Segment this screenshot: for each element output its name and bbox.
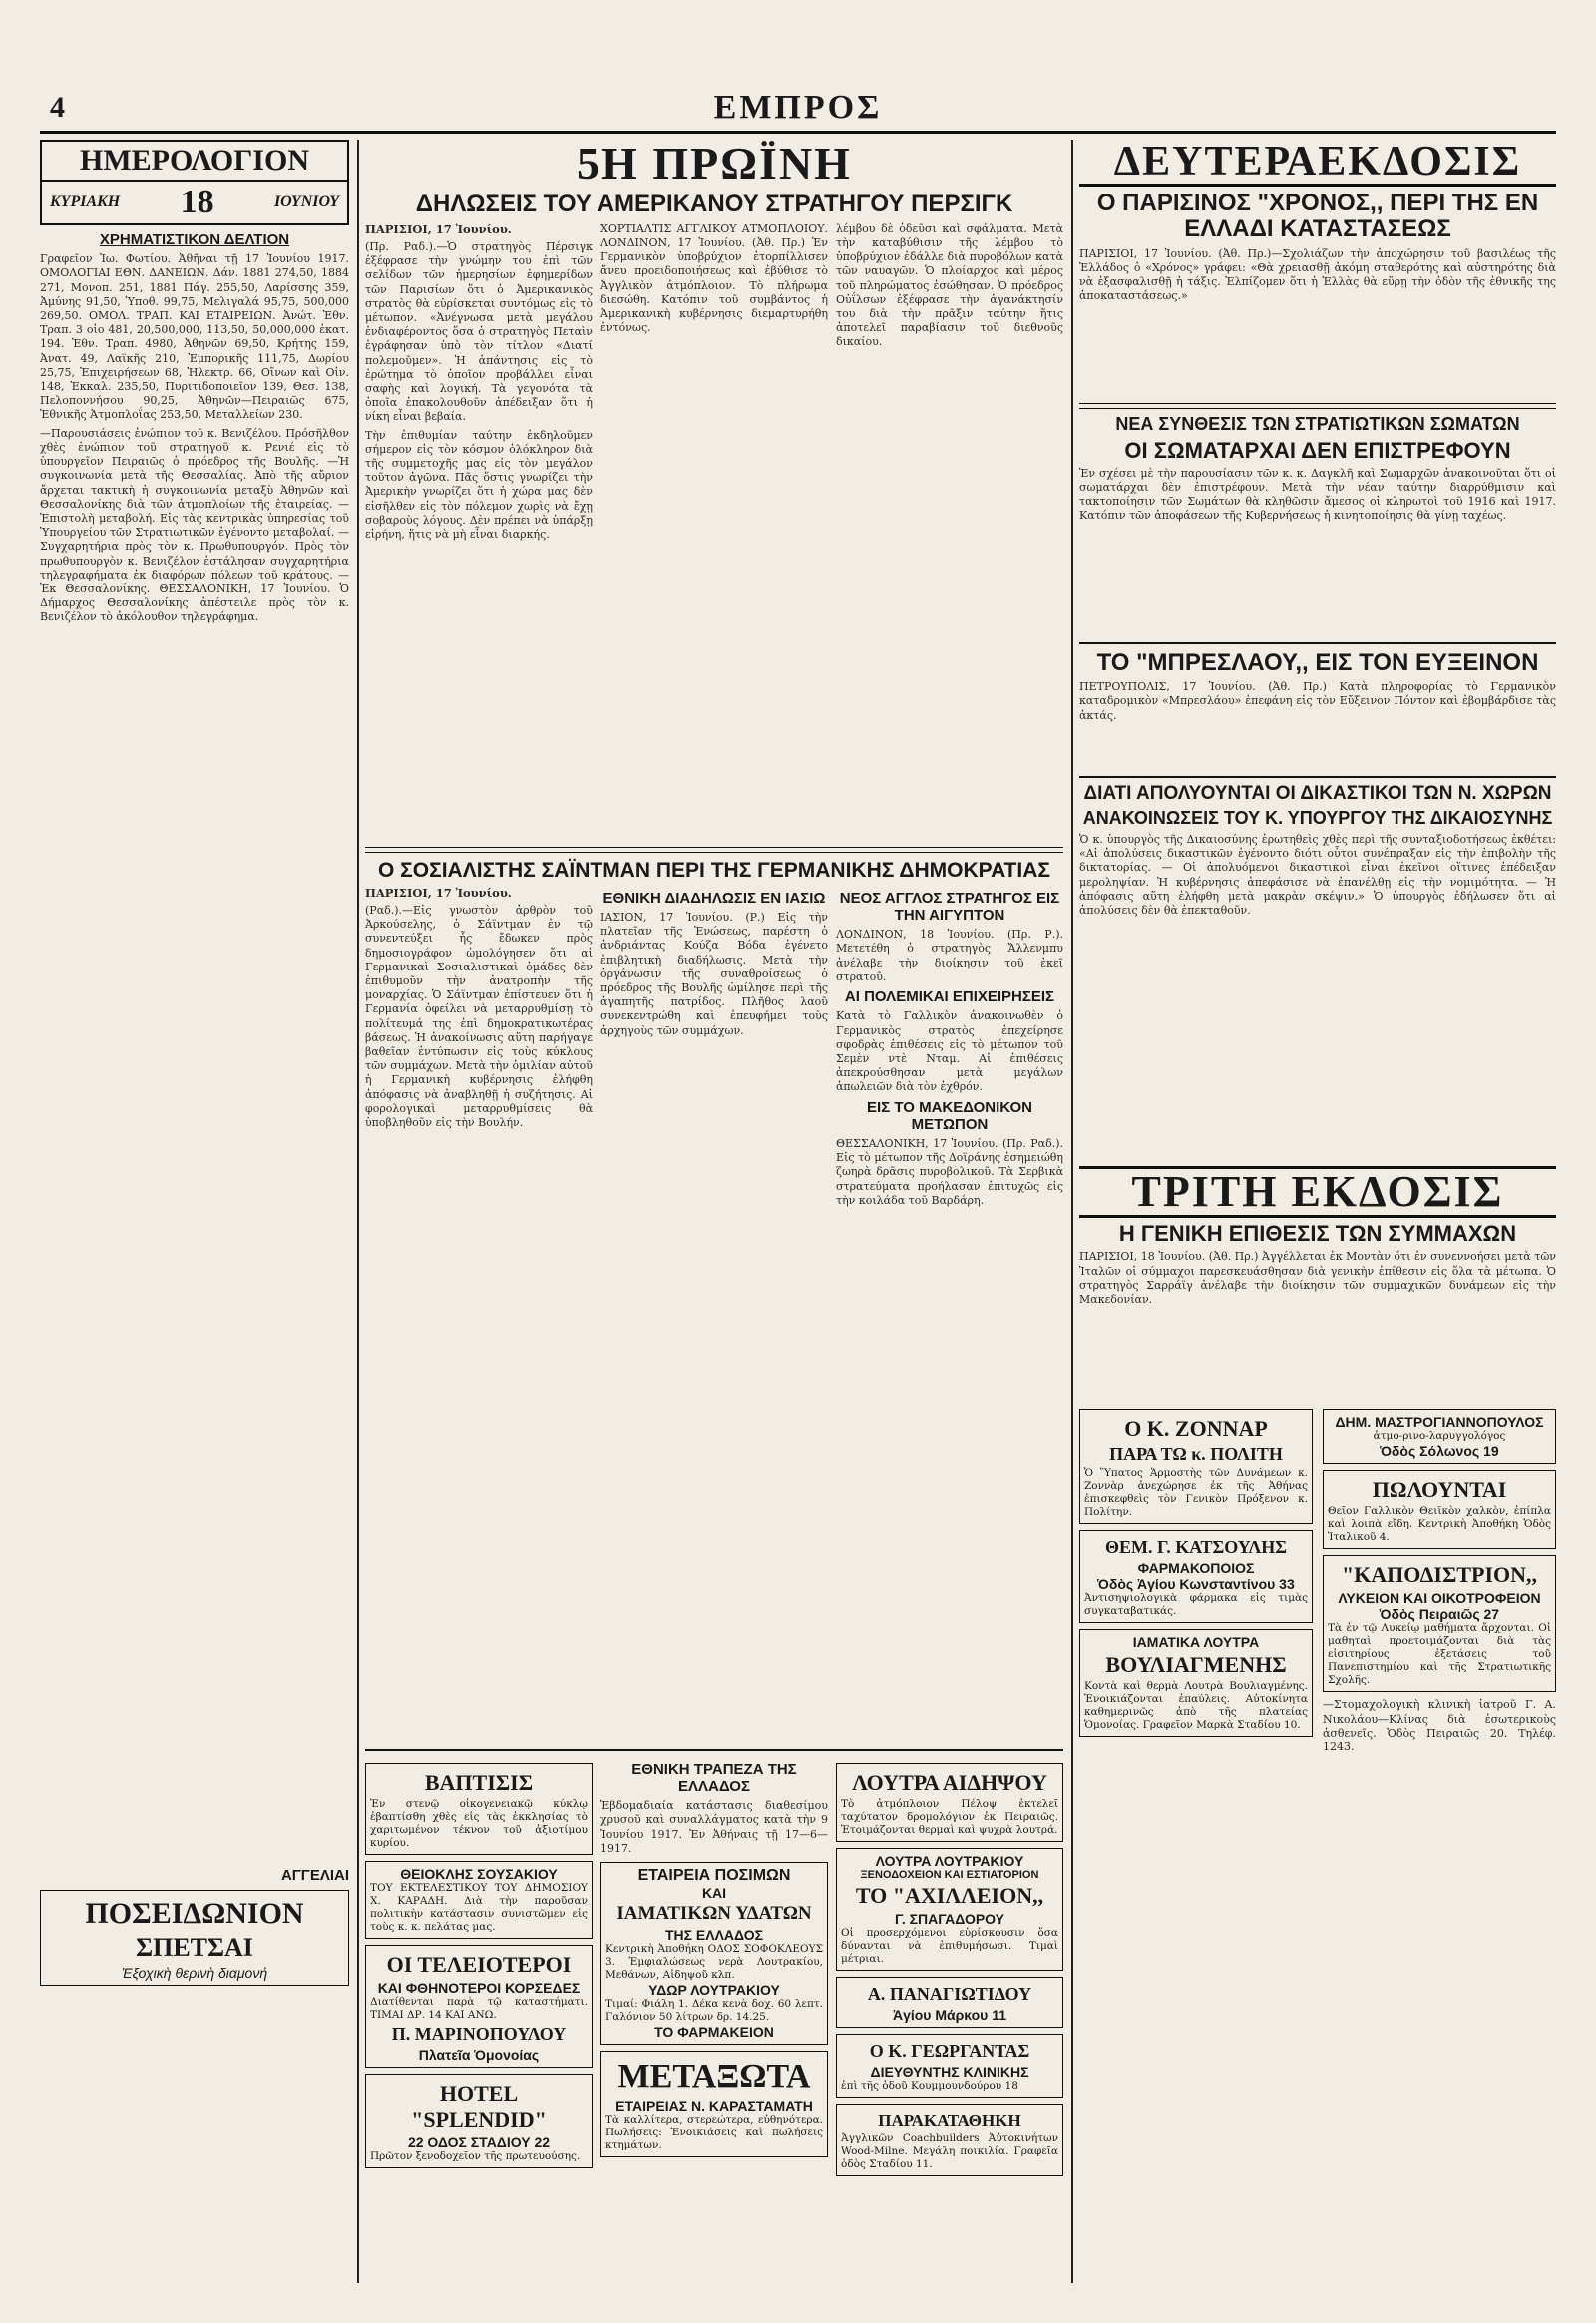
doctor1-name: Α. ΠΑΝΑΓΙΩΤΙΔΟΥ [867,1983,1032,2004]
corsets-shop: Π. ΜΑΡΙΝΟΠΟΥΛΟΥ [391,2023,567,2044]
egypt-text: ΛΟΝΔΙΝΟΝ, 18 Ἰουνίου. (Πρ. Ρ.). Μετετέθη ὁ στρατηγὸς Ἄλλενμπυ ἀνέλαβε τὴν διοίκησιν τοῦ ἐκεῖ στρατοῦ. [836,928,1063,983]
souzakiou-text: ΤΟΥ ΕΚΤΕΛΕΣΤΙΚΟΥ ΤΟΥ ΔΗΜΟΣΙΟΥ Χ. ΚΑΡΑΔΗ. Διὰ τὴν παροῦσαν πολιτικὴν κατάστασιν συνιστῶμεν εἰς τοὺς κ. κ. πελάτας μας. [370,1881,588,1933]
loutraki-name: ΤΟ "ΑΧΙΛΛΕΙΟΝ,, [855,1882,1044,1908]
doctor2-ad [836,2034,1063,2098]
kapodistrion-ad [1323,1555,1556,1692]
morning-edition-banner: 5Η ΠΡΩΪΝΗ [577,140,852,189]
market-heading: ΧΡΗΜΑΤΙΣΤΙΚΟΝ ΔΕΛΤΙΟΝ [99,231,290,248]
scheidemann-text: (Ραδ.).—Εἰς γνωστὸν ἀρθρὸν τοῦ Ἀρκούσελης, ὁ Σάϊντμαν ἐν τῷ συνεντεύξει ἧς ἔδωκεν πρὸς δημοσιογράφον ὡμολόγησεν ὅτι αἱ Γερμανικαὶ Σοσιαλιστικαὶ ὁμάδες δὲν ἐπιθυμοῦν τὴν ἀνατροπὴν τῆς μοναρχίας. Ὁ Σάϊντμαν ἐπίστευεν ὅτι ἡ Γερμανία ὀφείλει νὰ μεταρρυθμίσῃ τὸ πολίτευμά της ἐπὶ δημοκρατικωτέρας βάσεως. Ἡ ἀνακοίνωσις αὕτη παρήγαγε βαθεῖαν ἐντύπωσιν εἰς τοὺς κύκλους τῶν συμμάχων. Μετὰ τὴν ὁμιλίαν αὐτοῦ ἡ Γερμανικὴ κυβέρνησις ἐλήφθη ἀπόφασις νὰ ἀναβληθῇ ἡ συζήτησις. Αἱ φορολογικαὶ μεταρρυθμίσεις θὰ ὑποβληθοῦν εἰς τὴν Βουλήν. [365,903,593,1130]
calendar-date [42,182,347,223]
section-divider [365,847,1063,853]
zonnar-ad [1079,1409,1313,1524]
national-bank-text: Ἑβδομαδιαία κατάστασις διαθεσίμου χρυσοῦ καὶ συναλλάγματος κατὰ τὴν 9 Ἰουνίου 1917. Ἐν Ἀθήναις τῇ 17—6—1917. [600,1799,828,1855]
hotel-name: HOTEL "SPLENDID" [411,2080,547,2131]
pershing-text-a: (Πρ. Ραδ.).—Ὁ στρατηγὸς Πέρσιγκ ἐξέφρασε τὴν γνώμην του ἐπὶ τῶν σελίδων τῶν ἡμερησίων ἐφημερίδων τῶν Παρισίων ὅτι ὁ Ἀμερικανικὸς στρατὸς θὰ εὑρίσκεται συντόμως εἰς τὸ μέτωπον. «Ἀνέγνωσα μετὰ μεγάλου ἐνδιαφέροντος ὅσα ὁ στρατηγὸς Πεταὶν ἐγράφησαν ὑπὸ τὸν τίτλον «Διατί πολεμοῦμεν». Ἡ ἀπάντησις εἰς τὸ ἐρώτημα τὸ ὁποῖον προβάλλει εἶναι σαφὴς καὶ λογική. Τὰ γεγονότα τὰ ὁποῖα ἐπακολουθοῦν ἀπέδειξαν ὅτι ἡ νίκη εἶναι βεβαία. [365,239,593,424]
vouliagmeni-head: ΙΑΜΑΤΙΚΑ ΛΟΥΤΡΑ [1132,1634,1260,1651]
poseidonion-title: ΠΟΣΕΙΔΩΝΙΟΝ [85,1896,304,1930]
silk-title: ΜΕΤΑΞΩΤΑ [617,2058,811,2096]
for-sale-title: ΠΩΛΟΥΝΤΑΙ [1372,1477,1507,1503]
page-number: 4 [50,91,65,124]
left-news: —Παρουσιάσεις ἐνώπιον τοῦ κ. Βενιζέλου. Πρόσῆλθον χθὲς ἐνώπιον τοῦ στρατηγοῦ κ. Ρενιέ εἰς τὸ ὑπουργεῖον Πειραιῶς ὁ πρόεδρος τῆς Βουλῆς. —Ἡ συγκοινωνία μετὰ τῆς Θεσσαλίας. Ἀπὸ τῆς αὔριον ἄρχεται τακτικὴ ἡ συγκοινωνία μεταξὺ Ἀθηνῶν καὶ Θεσσαλονίκης διὰ τῶν ἀτμοπλοίων τῆς ἑταιρείας. —Ἐπιστολὴ μεταβολή. Εἰς τὰς κεντρικὰς ὑπηρεσίας τοῦ Ὑπουργείου τῶν Στρατιωτικῶν ἐγένοντο μεταβολαί. —Συγχαρητήρια πρὸς τὸν κ. Πρωθυπουργόν. Πρὸς τὸν πρωθυπουργὸν κ. Βενιζέλον ἐστάλησαν συγχαρητήρια τηλεγραφήματα ἐκ διαφόρων πόλεων τοῦ κράτους. —Ἐκ Θεσσαλονίκης. ΘΕΣΣΑΛΟΝΙΚΗ, 17 Ἰουνίου. Ὁ Δήμαρχος Θεσσαλονίκης ἀπέστειλε πρὸς τὸν κ. Βενιζέλον τὸ ἀκόλουθον τηλεγράφημα. [40,426,349,624]
water-and: ΚΑΙ [701,1885,727,1902]
aidipsos-title: ΛΟΥΤΡΑ ΑΙΔΗΨΟΥ [852,1769,1047,1795]
third-edition-banner: ΤΡΙΤΗ ΕΚΔΟΣΙΣ [1079,1166,1556,1218]
judges-subheadline: ΑΝΑΚΟΙΝΩΣΕΙΣ ΤΟΥ Κ. ΥΠΟΥΡΓΟΥ ΤΗΣ ΔΙΚΑΙΟΣΥΝΗΣ [1082,808,1553,829]
hotel-ad [365,2074,593,2168]
baptism-notice [365,1763,593,1855]
water-title: ΙΑΜΑΤΙΚΩΝ ΥΔΑΤΩΝ [616,1903,812,1925]
doctor1-ad [836,1977,1063,2028]
silk-company: ΕΤΑΙΡΕΙΑΣ Ν. ΚΑΡΑΣΤΑΜΑΤΗ [615,2098,813,2115]
hotel-address: 22 ΟΔΟΣ ΣΤΑΔΙΟΥ 22 [407,2133,551,2150]
pershing-dateline: ΠΑΡΙΣΙΟΙ, 17 Ἰουνίου. [365,221,512,236]
pershing-headline: ΔΗΛΩΣΕΙΣ ΤΟΥ ΑΜΕΡΙΚΑΝΟΥ ΣΤΡΑΤΗΓΟΥ ΠΕΡΣΙΓΚ [415,191,1013,218]
aidipsos-ad [836,1763,1063,1842]
deposit-title: ΠΑΡΑΚΑΤΑΘΗΚΗ [878,2110,1021,2129]
section-divider [1079,403,1556,409]
clinic-notice: —Στομαχολογικὴ κλινικὴ ἰατροῦ Γ. Α. Νικολάου—Κλίνας διὰ ἐσωτερικοὺς ἀσθενεῖς. Ὁδὸς Πειραιῶς 20. Τηλέφ. 1243. [1323,1698,1556,1753]
for-sale-text: Θεῖον Γαλλικὸν Θειϊκὸν χαλκὸν, ἐπίπλα καὶ λοιπὰ εἴδη. Κεντρικὴ Ἀποθήκη Ὁδὸς Ἰταλικοῦ 4. [1328,1505,1551,1544]
loutraki-ad [836,1848,1063,1971]
souzakiou-ad [365,1861,593,1939]
column-rule [1071,140,1073,2283]
katsoulis-profession: ΦΑΡΜΑΚΟΠΟΙΟΣ [1137,1560,1255,1577]
breslau-headline: ΤΟ "ΜΠΡΕΣΛΑΟΥ,, ΕΙΣ ΤΟΝ ΕΥΞΕΙΝΟΝ [1096,648,1539,676]
pershing-article [365,222,1063,841]
calendar-box [40,140,349,225]
center-ads [365,1757,1063,2182]
corsets-text: Διατίθενται παρὰ τῷ καταστήματι. ΤΙΜΑΙ ΔΡ. 14 ΚΑΙ ΑΝΩ. [370,1995,588,2021]
water-prices: Τιμαί: Φιάλη 1. Δέκα κενὰ δοχ. 60 λεπτ. Γαλόνιον 50 λίτρων δρ. 14.25. [605,1998,823,2024]
kapodistrion-subtitle: ΛΥΚΕΙΟΝ ΚΑΙ ΟΙΚΟΤΡΟΦΕΙΟΝ [1338,1590,1541,1607]
aidipsos-text: Τὸ ἀτμόπλοιον Πέλοψ ἐκτελεῖ ταχύτατον δρομολόγιον ἐκ Πειραιῶς. Ἑτοιμάζονται θερμαὶ καὶ ψυχρὰ λουτρά. [841,1797,1058,1836]
mastrogiannopoulos-profession: ἀτμο-ρινο-λαρυγγολόγος [1373,1430,1506,1443]
doctor2-title: ΔΙΕΥΘΥΝΤΗΣ ΚΛΙΝΙΚΗΣ [870,2063,1029,2080]
loutraki-text: Οἱ προσερχόμενοι εὑρίσκουσιν ὅσα δύνανται νὰ ἐπιθυμήσωσι. Τιμαὶ μέτριαι. [841,1926,1058,1965]
katsoulis-ad [1079,1530,1313,1623]
water-text: Κεντρικὴ Ἀποθήκη ΟΔΟΣ ΣΟΦΟΚΛΕΟΥΣ 3. Ἐμφιαλώσεως νερὰ Λουτρακίου, Μεθάνων, Αἰδηψοῦ κλπ. [605,1943,823,1982]
ads-divider [365,1749,1063,1751]
operations-text: Κατὰ τὸ Γαλλικὸν ἀνακοινωθὲν ὁ Γερμανικὸς στρατὸς ἐπεχείρησε σφοδρὰς ἐπιθέσεις εἰς τὸ μέτωπον τοῦ Σεμὲν ντὲ Νταμ. Αἱ ἐπιθέσεις ἀπεκρούσθησαν μετὰ μεγάλων ἀπωλειῶν διὰ τὸν ἐχθρόν. [836,1009,1063,1094]
for-sale-ad [1323,1470,1556,1549]
souzakiou-title: ΘΕΙΟΚΛΗΣ ΣΟΥΣΑΚΙΟΥ [400,1865,558,1882]
macedonian-text: ΘΕΣΣΑΛΟΝΙΚΗ, 17 Ἰουνίου. (Πρ. Ραδ.). Εἰς τὸ μέτωπον τῆς Δοϊράνης ἐσημειώθη ζωηρὰ δρᾶσις πυροβολικοῦ. Τὰ Σερβικὰ στρατεύματα προήλασαν ἐπιτυχῶς εἰς τὴν κοιλάδα τοῦ Βαρδάρη. [836,1137,1063,1207]
breslau-text: ΠΕΤΡΟΥΠΟΛΙΣ, 17 Ἰουνίου. (Ἀθ. Πρ.) Κατὰ πληροφορίας τὸ Γερμανικὸν καταδρομικὸν «Μπρεσλάου» ἐπεφάνη εἰς τὸν Εὔξεινον Πόντον καὶ ἐβομβάρδισε τὰς ἀκτάς. [1079,680,1556,722]
loutraki-title: ΛΟΥΤΡΑ ΛΟΥΤΡΑΚΙΟΥ [875,1852,1024,1869]
egypt-headline: ΝΕΟΣ ΑΓΓΛΟΣ ΣΤΡΑΤΗΓΟΣ ΕΙΣ ΤΗΝ ΑΙΓΥΠΤΟΝ [839,889,1060,925]
silk-ad [600,2051,828,2157]
pershing-text-c: ΧΟΡΤΙΑΛΤΙΣ ΑΓΓΛΙΚΟΥ ΑΤΜΟΠΛΟΙΟΥ. ΛΟΝΔΙΝΟΝ, 17 Ἰουνίου. (Ἀθ. Πρ.) Ἐν Γερμανικὸν ὑποβρύχιον ἐτορπίλλισεν ἄνευ προειδοποιήσεως καὶ ἐβύθισε τὸ Ἀγγλικὸν ἀτμόπλοιον. Τὸ πλήρωμα διεσώθη. Κατόπιν τοῦ συμβάντος ἡ Ἀμερικανικὴ κυβέρνησις διεμαρτυρήθη ἐντόνως. [600,221,828,335]
vouliagmeni-ad [1079,1629,1313,1737]
column-rule [357,140,359,2283]
right-ads [1079,1403,1556,1758]
right-column [1079,140,1556,2283]
corps-subheadline: ΟΙ ΣΩΜΑΤΑΡΧΑΙ ΔΕΝ ΕΠΙΣΤΡΕΦΟΥΝ [1124,437,1511,463]
month-name: ΙΟΥΝΙΟΥ [273,194,339,210]
scheidemann-headline: Ο ΣΟΣΙΑΛΙΣΤΗΣ ΣΑΪΝΤΜΑΝ ΠΕΡΙ ΤΗΣ ΓΕΡΜΑΝΙΚΗΣ ΔΗΜΟΚΡΑΤΙΑΣ [378,858,1050,882]
poseidonion-text: Ἐξοχικὴ θερινὴ διαμονή [121,1964,268,1981]
poseidonion-ad [40,1890,349,1986]
water-label: ΥΔΩΡ ΛΟΥΤΡΑΚΙΟΥ [648,1982,780,1999]
silk-text: Τὰ καλλίτερα, στερεώτερα, εὐθηνότερα. Πωλήσεις: Ἐνοικιάσεις καὶ πωλήσεις κτημάτων. [605,2114,823,2152]
zonnar-subtitle: ΠΑΡΑ ΤΩ κ. ΠΟΛΙΤΗ [1109,1444,1283,1465]
vouliagmeni-text: Κοντὰ καὶ θερμὰ Λουτρὰ Βουλιαγμένης. Ἐνοικιάζονται ἐπαύλεις. Αὐτοκίνητα καθημερινῶς ἀπὸ τῆς πλατείας Ὁμονοίας. Γραφεῖον Μαρκὰ Σταδίου 10. [1084,1680,1308,1732]
chronos-text: ΠΑΡΙΣΙΟΙ, 17 Ἰουνίου. (Ἀθ. Πρ.)—Σχολιάζων τὴν ἀποχώρησιν τοῦ βασιλέως τῆς Ἑλλάδος ὁ «Χρόνος» γράφει: «Θὰ χρειασθῇ ἀκόμη σταθερότης καὶ αὐστηρότης διὰ νὰ ἐξασφαλισθῇ ἡ τάξις. Ἐλπίζομεν ὅτι ἡ Ἑλλὰς θὰ εὕρῃ τὴν ὁδὸν τῆς ἐθνικῆς της ἀποκαταστάσεως.» [1079,246,1556,303]
doctor1-address: Ἁγίου Μάρκου 11 [892,2006,1007,2023]
judges-headline: ΔΙΑΤΙ ΑΠΟΛΥΟΥΝΤΑΙ ΟΙ ΔΙΚΑΣΤΙΚΟΙ ΤΩΝ Ν. ΧΩΡΩΝ [1083,783,1552,805]
market-report: Γραφεῖον Ἰω. Φωτίου. Ἀθῆναι τῇ 17 Ἰουνίου 1917. ΟΜΟΛΟΓΙΑΙ ΕΘΝ. ΔΑΝΕΙΩΝ. Δάν. 1881 274,50, 1884 271, Μονοπ. 251, 1881 Πάγ. 255,50, Λαρίσσης 359, Ἀμύνης 91,50, Ὑποθ. 99,75, Μελιγαλά 95,75, 500,000 269,50. ΟΜΟΛ. ΤΡΑΠ. ΚΑΙ ΕΤΑΙΡΕΙΩΝ. Ἀνώτ. Ἐθν. Τραπ. 3 οἰο 481, 20,500,000, 113,50, 50,000,000 ἐκατ. 194. Ἐθν. Τραπ. 4980, Ἀθηνῶν 69,50, Κρήτης 159, Ἀνατ. 49, Λαϊκῆς 210, Ἐμπορικῆς 111,75, Δωρίου 25,75, Ἐπιχειρήσεων 68, Ἠλεκτρ. 66, Οἴνων καὶ Οἰν. 148, Ἐκκαλ. 235,50, Πυριτιδοποιεῖον 139, Θεσ. 138, Πελοποννήσου 90,25, Ἀθηνῶν—Πειραιῶς 675, Ἐθνικῆς Ἀτμοπλοΐας 253,50, Μεταλλείων 230. [40,252,349,422]
iasi-headline: ΕΘΝΙΚΗ ΔΙΑΔΗΛΩΣΙΣ ΕΝ ΙΑΣΙΩ [602,889,826,907]
water-country: ΤΗΣ ΕΛΛΑΔΟΣ [664,1927,764,1944]
kapodistrion-name: "ΚΑΠΟΔΙΣΤΡΙΟΝ,, [1341,1562,1538,1588]
center-column [365,140,1063,2283]
national-bank-headline: ΕΘΝΙΚΗ ΤΡΑΠΕΖΑ ΤΗΣ ΕΛΛΑΔΟΣ [631,1760,797,1796]
mineral-water-ad [600,1862,828,2045]
corsets-address: Πλατεῖα Ὁμονοίας [418,2046,540,2063]
hotel-text: Πρῶτον ξενοδοχεῖον τῆς πρωτευούσης. [370,2149,581,2162]
corsets-ad [365,1945,593,2068]
doctor2-name: Ο Κ. ΓΕΩΡΓΑΝΤΑΣ [869,2040,1030,2061]
chronos-article [1079,247,1556,397]
day-number: 18 [180,184,214,220]
loutraki-owner: Γ. ΣΠΑΓΑΔΟΡΟΥ [894,1910,1005,1927]
masthead-title: ΕΜΠΡΟΣ [713,89,883,126]
offensive-text: ΠΑΡΙΣΙΟΙ, 18 Ἰουνίου. (Ἀθ. Πρ.) Ἀγγέλλεται ἐκ Μοντὰν ὅτι ἐν συνεννοήσει μετὰ τῶν Ἰταλῶν οἱ σύμμαχοι παρεσκευάσθησαν διὰ γενικὴν ἐπίθεσιν εἰς ὅλα τὰ μέτωπα. Ὁ στρατηγὸς Σαρράϊγ ἀνέλαβε τὴν διοίκησιν τῶν συμμαχικῶν δυνάμεων εἰς τὴν Μακεδονίαν. [1079,1250,1556,1306]
offensive-headline: Η ΓΕΝΙΚΗ ΕΠΙΘΕΣΙΣ ΤΩΝ ΣΥΜΜΑΧΩΝ [1118,1221,1517,1247]
judges-text: Ὁ κ. ὑπουργὸς τῆς Δικαιοσύνης ἐρωτηθεὶς χθὲς περὶ τῆς συνταξιοδοτήσεως ἐκθέτει: «Αἱ ἀπολύσεις δικαστικῶν ἐγένοντο διότι οὗτοι συνέπραξαν εἰς τὴν ἐπιβολὴν τῆς δικτατορίας. — Οἱ ἀπολυόμενοι δικαστικοὶ εἶναι ἐκεῖνοι οἵτινες ἐπέδειξαν μεροληψίαν. Ἡ κυβέρνησις ἀπεφάσισε νὰ ἐπανέλθῃ εἰς τὴν νομιμότητα. — Ἡ ἀπόφασις αὕτη ἐλήφθη μετὰ μακρὰν σκέψιν.» Ὁ ὑπουργὸς ἐδήλωσεν ὅτι αἱ ἀπολύσεις δὲν θὰ ἐπεκταθοῦν. [1079,832,1556,917]
second-edition-banner: ΔΕΥΤΕΡΑΕΚΔΟΣΙΣ [1079,140,1556,187]
corsets-subtitle: ΚΑΙ ΦΘΗΝΟΤΕΡΟΙ ΚΟΡΣΕΔΕΣ [377,1979,581,1996]
doctor2-text: ἐπὶ τῆς ὁδοῦ Κουμμουνδούρου 18 [841,2079,1018,2092]
zonnar-name: Ο Κ. ΖΟΝΝΑΡ [1124,1416,1268,1442]
calendar-title: ΗΜΕΡΟΛΟΓΙΟΝ [42,142,347,182]
section-divider [1079,642,1556,644]
katsoulis-address: Ὁδὸς Ἁγίου Κωνσταντίνου 33 [1097,1576,1295,1593]
macedonian-headline: ΕΙΣ ΤΟ ΜΑΚΕΔΟΝΙΚΟΝ ΜΕΤΩΠΟΝ [867,1098,1032,1133]
scheidemann-dateline: ΠΑΡΙΣΙΟΙ, 17 Ἰουνίου. [365,885,512,900]
corsets-title: ΟΙ ΤΕΛΕΙΟΤΕΡΟΙ [386,1951,572,1977]
water-company: ΕΤΑΙΡΕΙΑ ΠΟΣΙΜΩΝ [637,1867,791,1885]
left-column [40,140,349,2283]
deposit-text: Ἀγγλικῶν Coachbuilders Ἀὐτοκινήτων Wood-Milne. Μεγάλη ποικιλία. Γραφεῖα ὁδὸς Σταδίου 11. [841,2131,1058,2170]
kapodistrion-text: Τὰ ἐν τῷ Λυκείῳ μαθήματα ἄρχονται. Οἱ μαθηταὶ προετοιμάζονται διὰ τὰς εἰσιτηρίους ἐξετάσεις τοῦ Πανεπιστημίου καὶ τῆς Στρατιωτικῆς Σχολῆς. [1328,1622,1551,1687]
baptism-text: Ἐν στενῷ οἰκογενειακῷ κύκλῳ ἐβαπτίσθη χθὲς εἰς τὰς ἐκκλησίας τὸ χαριτωμένον τέκνον τοῦ ἀξιοτίμου κυρίου. [370,1797,588,1849]
section-divider [1079,776,1556,778]
scheidemann-section [365,886,1063,1743]
running-header [40,89,1556,134]
water-pharmacy: ΤΟ ΦΑΡΜΑΚΕΙΟΝ [654,2024,774,2041]
corps-headline: ΝΕΑ ΣΥΝΘΕΣΙΣ ΤΩΝ ΣΤΡΑΤΙΩΤΙΚΩΝ ΣΩΜΑΤΩΝ [1115,413,1520,434]
loutraki-subtitle: ΞΕΝΟΔΟΧΕΙΟΝ ΚΑΙ ΕΣΤΙΑΤΟΡΙΟΝ [860,1868,1039,1881]
zonnar-text: Ὁ Ὕπατος Ἁρμοστὴς τῶν Δυνάμεων κ. Ζοννὰρ ἀνεχώρησε ἐκ τῆς Ἀθήνας ἐπισκεφθεὶς τὸν Γενικὸν Πρόξενον κ. Πολίτην. [1084,1467,1308,1519]
vouliagmeni-name: ΒΟΥΛΙΑΓΜΕΝΗΣ [1105,1652,1287,1678]
pershing-text-d: λέμβου δὲ ὀδεῦσι καὶ σφάλματα. Μετὰ τὴν καταβύθισιν τῆς λέμβου τὸ ὑποβρύχιον ἐδάλλε διὰ πυροβόλων κατὰ τῶν ναυαγῶν. Ὁ πλοίαρχος καὶ μέρος τοῦ πληρώματος ἐσώθησαν. Ὁ πρόεδρος Οὐΐλσων ἐξέφρασε τὴν ἀγανάκτησίν του διὰ τὴν πρᾶξιν ταύτην ἥτις ἀποτελεῖ παραβίασιν τοῦ διεθνοῦς δικαίου. [836,221,1063,349]
mastrogiannopoulos-name: ΔΗΜ. ΜΑΣΤΡΟΓΙΑΝΝΟΠΟΥΛΟΣ [1335,1414,1544,1431]
agency-sign: ΑΓΓΕΛΙΑΙ [280,1866,349,1884]
iasi-text: ΙΑΣΙΟΝ, 17 Ἰουνίου. (Ρ.) Εἰς τὴν πλατεῖαν τῆς Ἑνώσεως, παρέστη ὁ ἀνδριάντας Κούζα Βόδα ἐγένετο ἐπιβλητικὴ διαδήλωσις. Μετὰ τὴν ὀργάνωσιν τῆς συναθροίσεως ὁ πρόεδρος τῆς Βουλῆς ὡμίλησε περὶ τῆς ἀγαπητῆς πατρίδος. Πλῆθος λαοῦ συνεκεντρώθη καὶ ἐπευφήμει τοὺς ἀρχηγοὺς τῶν συμμάχων. [600,911,828,1037]
baptism-title: ΒΑΠΤΙΣΙΣ [424,1769,534,1795]
pershing-text-b: Τὴν ἐπιθυμίαν ταύτην ἐκδηλοῦμεν σήμερον εἰς τὸν κόσμον ὁλόκληρον διὰ τῆς συμμετοχῆς μας εἰς τὸν μεγάλον τοῦτον ἀγῶνα. Πᾶς ὅστις γνωρίζει τὴν Ἀμερικὴν γνωρίζει ὅτι ἡ χώρα μας δὲν εἰσῆλθεν εἰς τὸν πόλεμον χωρὶς νὰ ἔχῃ σοβαροὺς λόγους. Δὲν πρέπει νὰ ὑπάρξῃ εἰρήνη, ἥτις νὰ μὴ εἶναι διαρκής. [365,428,593,541]
mastrogiannopoulos-ad [1323,1409,1556,1464]
deposit-ad [836,2104,1063,2176]
poseidonion-place: ΣΠΕΤΣΑΙ [136,1932,253,1962]
corps-text: Ἐν σχέσει μὲ τὴν παρουσίασιν τῶν κ. κ. Δαγκλῆ καὶ Σωμαρχῶν ἀνακοινοῦται ὅτι οἱ σωματάρχαι δὲν ἐπιστρέφουν. Μετὰ τὴν νέαν ταύτην διαρρύθμισιν καὶ τακτοποίησιν τῶν Σωμάτων θὰ κληθῶσιν ἄμεσος οἱ κληρωτοὶ τοῦ 1916 καὶ 1917. Κατόπιν τῶν ἀποφάσεων τῆς Κυβερνήσεως ἡ κινητοποίησις θὰ γίνῃ ταχέως. [1079,466,1556,523]
operations-headline: ΑΙ ΠΟΛΕΜΙΚΑΙ ΕΠΙΧΕΙΡΗΣΕΙΣ [844,988,1055,1006]
chronos-headline: Ο ΠΑΡΙΣΙΝΟΣ "ΧΡΟΝΟΣ,, ΠΕΡΙ ΤΗΣ ΕΝ ΕΛΛΑΔΙ ΚΑΤΑΣΤΑΣΕΩΣ [1096,190,1539,243]
katsoulis-name: ΘΕΜ. Γ. ΚΑΤΣΟΥΛΗΣ [1104,1537,1288,1558]
kapodistrion-address: Ὁδὸς Πειραιῶς 27 [1379,1606,1500,1623]
day-name: ΚΥΡΙΑΚΗ [50,194,121,210]
katsoulis-text: Ἀντισηψιολογικὰ φάρμακα εἰς τιμὰς συγκαταβατικάς. [1084,1592,1308,1618]
mastrogiannopoulos-address: Ὁδὸς Σόλωνος 19 [1380,1443,1499,1460]
